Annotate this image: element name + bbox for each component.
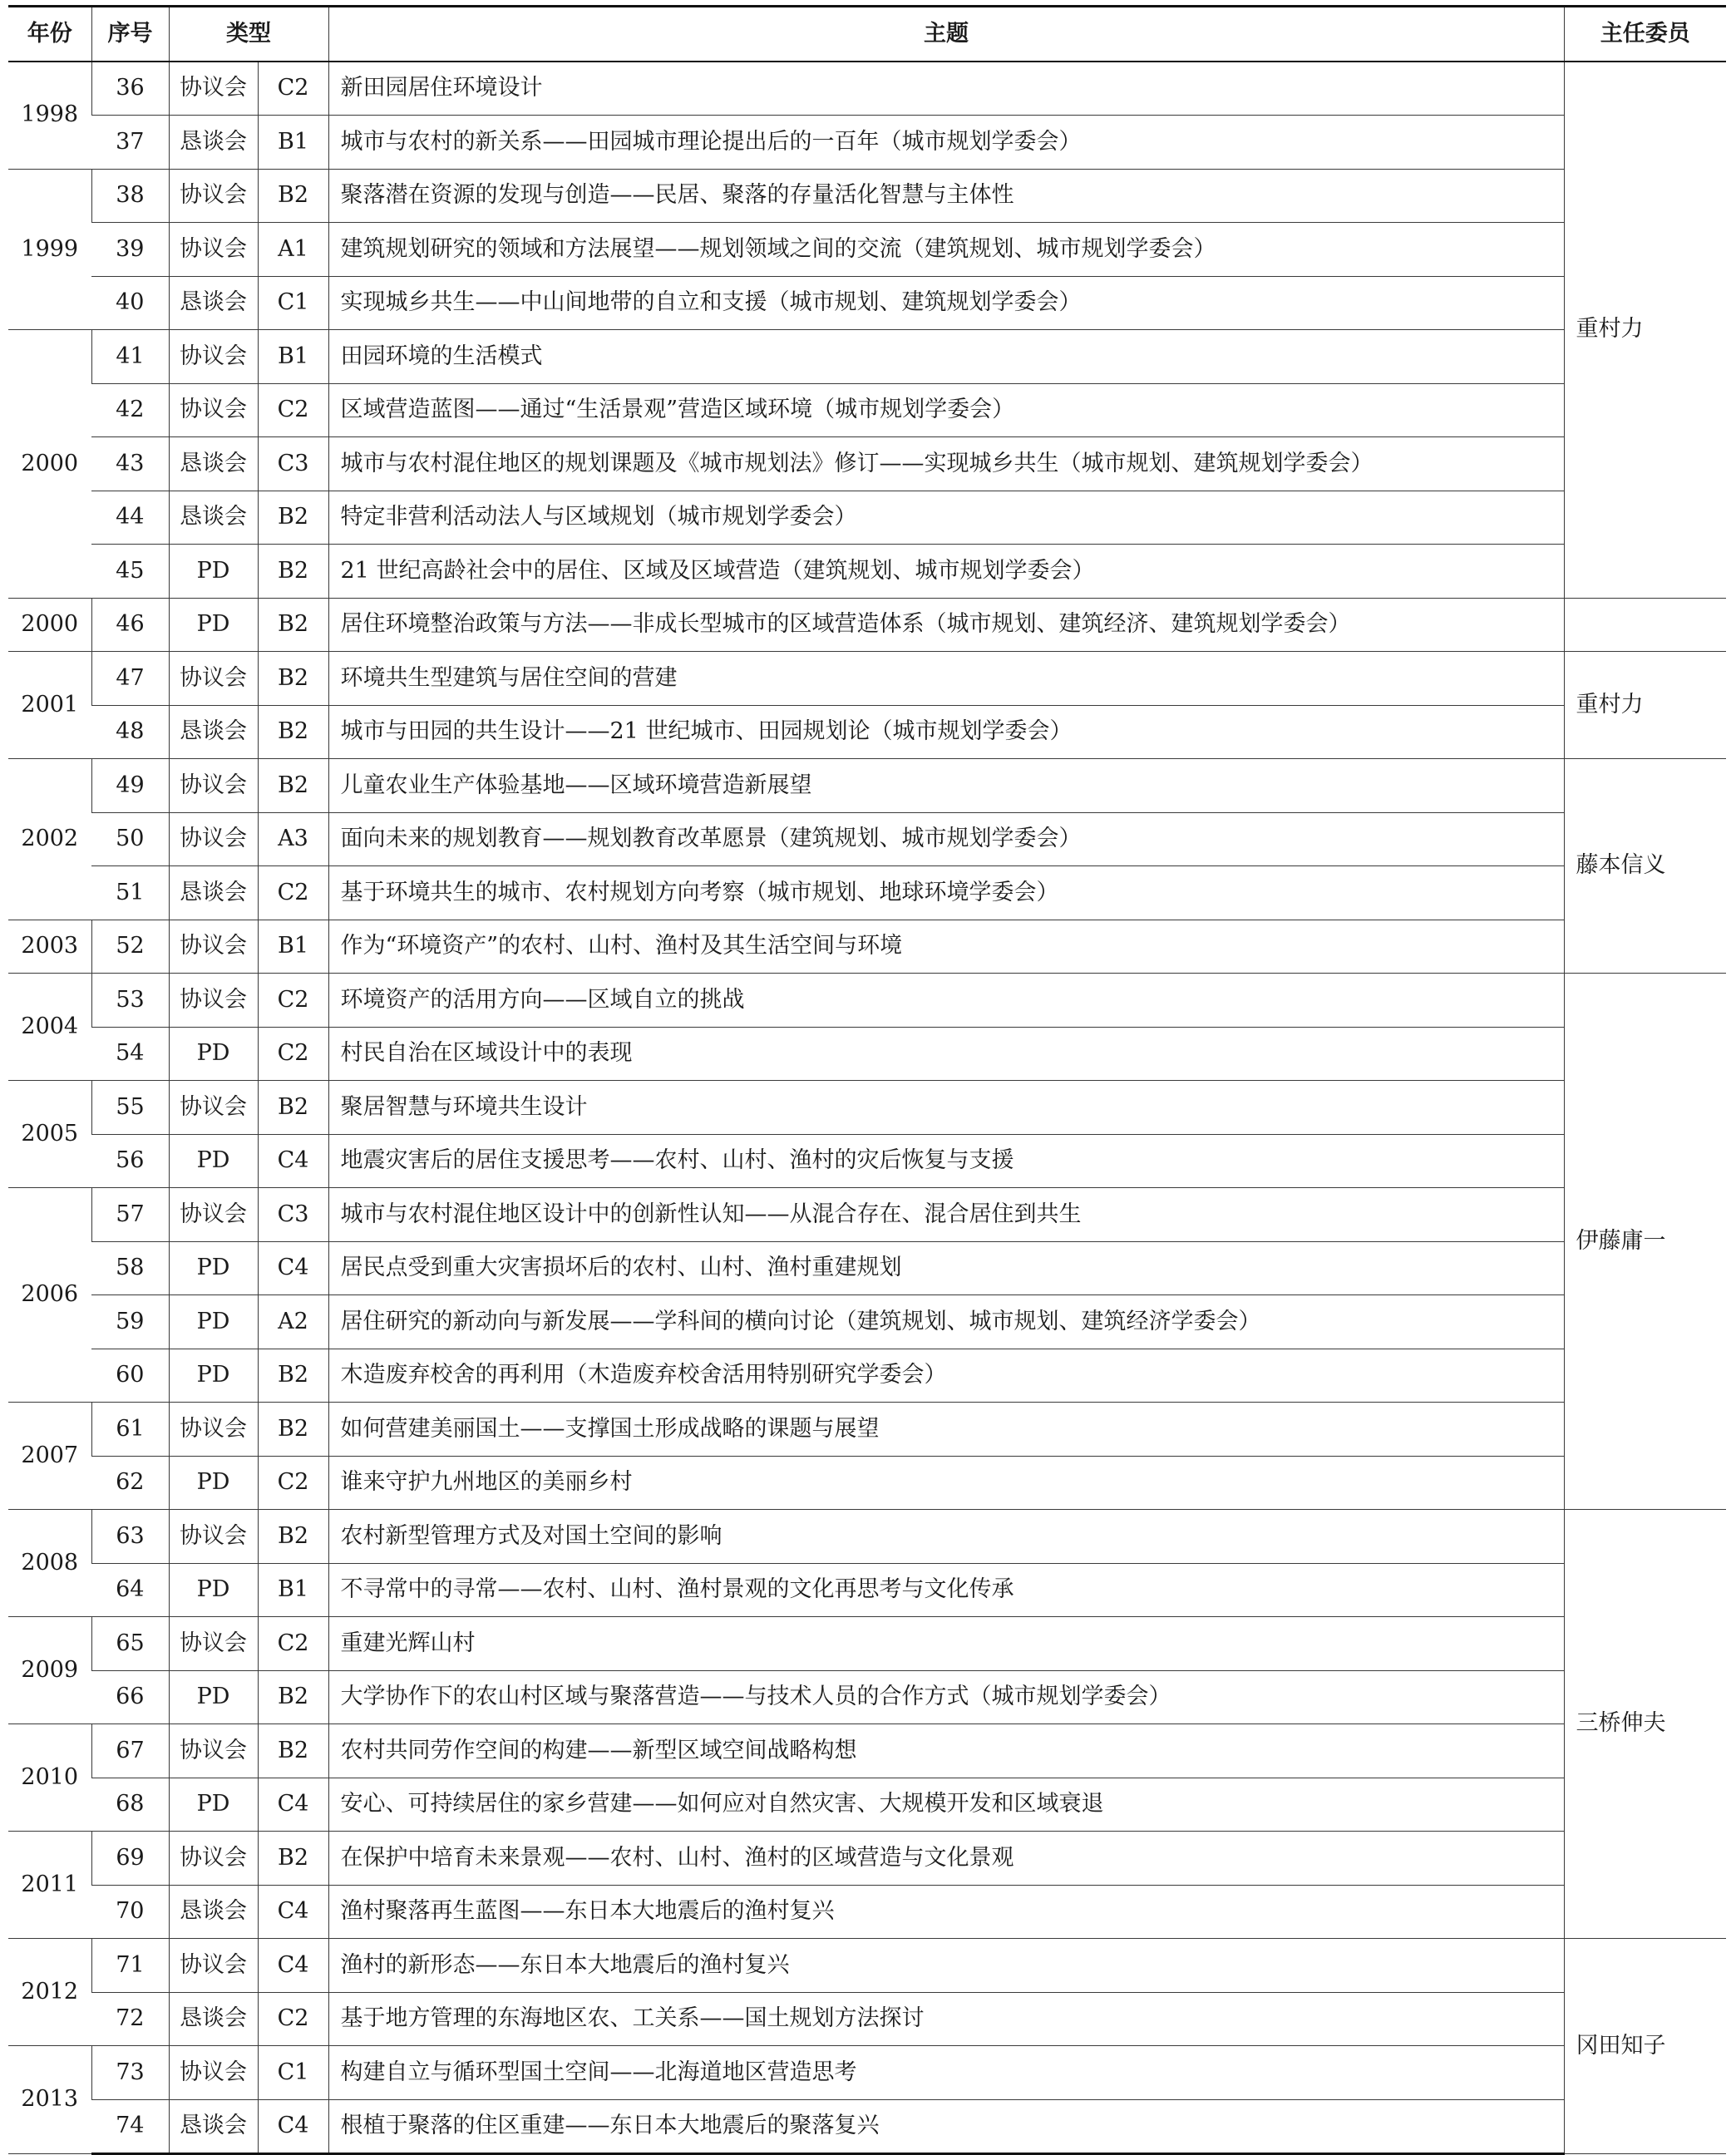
topic-cell: 地震灾害后的居住支援思考——农村、山村、渔村的灾后恢复与支援	[328, 1134, 1564, 1188]
number-cell: 57	[91, 1188, 169, 1242]
table-row	[8, 1027, 1726, 1081]
topic-cell: 不寻常中的寻常——农村、山村、渔村景观的文化再思考与文化传承	[328, 1563, 1564, 1617]
grade-cell: B2	[258, 169, 328, 223]
type-cell: 协议会	[169, 812, 258, 866]
year-cell: 2013	[8, 2046, 91, 2154]
grade-cell: B2	[258, 1081, 328, 1135]
table-body	[8, 62, 1726, 2154]
table-row	[8, 330, 1726, 384]
number-cell: 73	[91, 2046, 169, 2100]
topic-cell: 谁来守护九州地区的美丽乡村	[328, 1456, 1564, 1510]
chair-cell: 伊藤庸一	[1564, 974, 1726, 1510]
number-cell: 59	[91, 1295, 169, 1349]
chair-cell: 重村力	[1564, 652, 1726, 759]
grade-cell: B2	[258, 1510, 328, 1564]
year-cell: 2009	[8, 1617, 91, 1724]
type-cell: 协议会	[169, 1403, 258, 1457]
table-row	[8, 116, 1726, 170]
year-cell: 2000	[8, 598, 91, 652]
type-cell: 协议会	[169, 1510, 258, 1564]
grade-cell: C3	[258, 437, 328, 491]
type-cell: PD	[169, 1563, 258, 1617]
topic-cell: 聚居智慧与环境共生设计	[328, 1081, 1564, 1135]
topic-cell: 作为“环境资产”的农村、山村、渔村及其生活空间与环境	[328, 920, 1564, 974]
number-cell: 56	[91, 1134, 169, 1188]
header-row	[8, 7, 1726, 62]
type-cell: 协议会	[169, 920, 258, 974]
table-row	[8, 1134, 1726, 1188]
table-row	[8, 2099, 1726, 2154]
number-cell: 40	[91, 276, 169, 330]
topic-cell: 特定非营利活动法人与区域规划（城市规划学委会）	[328, 491, 1564, 545]
table-row	[8, 1403, 1726, 1457]
table-row	[8, 1241, 1726, 1295]
header-number: 序号	[91, 7, 169, 62]
number-cell: 38	[91, 169, 169, 223]
table-row	[8, 1510, 1726, 1564]
type-cell: 协议会	[169, 330, 258, 384]
year-cell: 2002	[8, 759, 91, 920]
table-row	[8, 1563, 1726, 1617]
symposium-table	[8, 5, 1726, 2155]
number-cell: 67	[91, 1724, 169, 1778]
grade-cell: C1	[258, 2046, 328, 2100]
topic-cell: 城市与农村的新关系——田园城市理论提出后的一百年（城市规划学委会）	[328, 116, 1564, 170]
grade-cell: C3	[258, 1188, 328, 1242]
table-row	[8, 1885, 1726, 1939]
type-cell: PD	[169, 1456, 258, 1510]
type-cell: PD	[169, 598, 258, 652]
topic-cell: 居民点受到重大灾害损坏后的农村、山村、渔村重建规划	[328, 1241, 1564, 1295]
table-row	[8, 1670, 1726, 1724]
header-type: 类型	[169, 7, 328, 62]
year-cell: 2000	[8, 330, 91, 599]
grade-cell: C4	[258, 1241, 328, 1295]
grade-cell: B2	[258, 545, 328, 599]
topic-cell: 木造废弃校舍的再利用（木造废弃校舍活用特别研究学委会）	[328, 1349, 1564, 1403]
topic-cell: 21 世纪高龄社会中的居住、区域及区域营造（建筑规划、城市规划学委会）	[328, 545, 1564, 599]
grade-cell: A2	[258, 1295, 328, 1349]
type-cell: PD	[169, 1295, 258, 1349]
table-row	[8, 1456, 1726, 1510]
type-cell: 协议会	[169, 1832, 258, 1886]
topic-cell: 基于地方管理的东海地区农、工关系——国土规划方法探讨	[328, 1992, 1564, 2046]
grade-cell: A3	[258, 812, 328, 866]
topic-cell: 城市与农村混住地区的规划课题及《城市规划法》修订——实现城乡共生（城市规划、建筑规划学委会）	[328, 437, 1564, 491]
grade-cell: C2	[258, 383, 328, 437]
grade-cell: C2	[258, 1027, 328, 1081]
table-row	[8, 705, 1726, 759]
type-cell: PD	[169, 1027, 258, 1081]
number-cell: 52	[91, 920, 169, 974]
table-row	[8, 437, 1726, 491]
year-cell: 2008	[8, 1510, 91, 1617]
table-row	[8, 1295, 1726, 1349]
topic-cell: 居住环境整治政策与方法——非成长型城市的区域营造体系（城市规划、建筑经济、建筑规划学委会）	[328, 598, 1564, 652]
header-chair: 主任委员	[1564, 7, 1726, 62]
grade-cell: C1	[258, 276, 328, 330]
number-cell: 58	[91, 1241, 169, 1295]
type-cell: 协议会	[169, 1617, 258, 1671]
number-cell: 70	[91, 1885, 169, 1939]
topic-cell: 重建光辉山村	[328, 1617, 1564, 1671]
grade-cell: A1	[258, 223, 328, 277]
topic-cell: 居住研究的新动向与新发展——学科间的横向讨论（建筑规划、城市规划、建筑经济学委会）	[328, 1295, 1564, 1349]
grade-cell: C4	[258, 2099, 328, 2154]
type-cell: 协议会	[169, 974, 258, 1028]
number-cell: 37	[91, 116, 169, 170]
topic-cell: 田园环境的生活模式	[328, 330, 1564, 384]
grade-cell: B2	[258, 491, 328, 545]
table-row	[8, 1992, 1726, 2046]
type-cell: 协议会	[169, 1188, 258, 1242]
table-row	[8, 1188, 1726, 1242]
table-row	[8, 652, 1726, 706]
number-cell: 53	[91, 974, 169, 1028]
topic-cell: 儿童农业生产体验基地——区域环境营造新展望	[328, 759, 1564, 813]
chair-cell: 三桥伸夫	[1564, 1510, 1726, 1939]
grade-cell: C2	[258, 1992, 328, 2046]
topic-cell: 面向未来的规划教育——规划教育改革愿景（建筑规划、城市规划学委会）	[328, 812, 1564, 866]
number-cell: 50	[91, 812, 169, 866]
type-cell: 协议会	[169, 652, 258, 706]
grade-cell: B2	[258, 1403, 328, 1457]
table-row	[8, 1617, 1726, 1671]
topic-cell: 建筑规划研究的领域和方法展望——规划领域之间的交流（建筑规划、城市规划学委会）	[328, 223, 1564, 277]
grade-cell: C4	[258, 1134, 328, 1188]
chair-cell: 重村力	[1564, 62, 1726, 599]
number-cell: 60	[91, 1349, 169, 1403]
grade-cell: B2	[258, 1724, 328, 1778]
number-cell: 41	[91, 330, 169, 384]
table-row	[8, 62, 1726, 116]
type-cell: 恳谈会	[169, 705, 258, 759]
grade-cell: B1	[258, 920, 328, 974]
table-row	[8, 1349, 1726, 1403]
topic-cell: 渔村的新形态——东日本大地震后的渔村复兴	[328, 1939, 1564, 1993]
grade-cell: B2	[258, 705, 328, 759]
grade-cell: C2	[258, 62, 328, 116]
topic-cell: 如何营建美丽国土——支撑国土形成战略的课题与展望	[328, 1403, 1564, 1457]
grade-cell: C4	[258, 1939, 328, 1993]
number-cell: 62	[91, 1456, 169, 1510]
number-cell: 54	[91, 1027, 169, 1081]
table-row	[8, 812, 1726, 866]
number-cell: 69	[91, 1832, 169, 1886]
topic-cell: 环境共生型建筑与居住空间的营建	[328, 652, 1564, 706]
number-cell: 39	[91, 223, 169, 277]
type-cell: 恳谈会	[169, 276, 258, 330]
type-cell: 协议会	[169, 223, 258, 277]
number-cell: 63	[91, 1510, 169, 1564]
year-cell: 1998	[8, 62, 91, 170]
type-cell: 恳谈会	[169, 1992, 258, 2046]
number-cell: 42	[91, 383, 169, 437]
grade-cell: B2	[258, 1670, 328, 1724]
topic-cell: 环境资产的活用方向——区域自立的挑战	[328, 974, 1564, 1028]
table-row	[8, 1081, 1726, 1135]
topic-cell: 根植于聚落的住区重建——东日本大地震后的聚落复兴	[328, 2099, 1564, 2154]
number-cell: 71	[91, 1939, 169, 1993]
year-cell: 1999	[8, 169, 91, 330]
number-cell: 48	[91, 705, 169, 759]
topic-cell: 村民自治在区域设计中的表现	[328, 1027, 1564, 1081]
type-cell: 恳谈会	[169, 1885, 258, 1939]
topic-cell: 新田园居住环境设计	[328, 62, 1564, 116]
topic-cell: 聚落潜在资源的发现与创造——民居、聚落的存量活化智慧与主体性	[328, 169, 1564, 223]
table-row	[8, 974, 1726, 1028]
number-cell: 61	[91, 1403, 169, 1457]
type-cell: 协议会	[169, 169, 258, 223]
grade-cell: B2	[258, 598, 328, 652]
grade-cell: C4	[258, 1778, 328, 1832]
topic-cell: 城市与农村混住地区设计中的创新性认知——从混合存在、混合居住到共生	[328, 1188, 1564, 1242]
type-cell: 协议会	[169, 383, 258, 437]
chair-cell	[1564, 598, 1726, 652]
number-cell: 44	[91, 491, 169, 545]
type-cell: 协议会	[169, 759, 258, 813]
grade-cell: B1	[258, 116, 328, 170]
grade-cell: B1	[258, 330, 328, 384]
type-cell: 协议会	[169, 1724, 258, 1778]
topic-cell: 农村共同劳作空间的构建——新型区域空间战略构想	[328, 1724, 1564, 1778]
topic-cell: 城市与田园的共生设计——21 世纪城市、田园规划论（城市规划学委会）	[328, 705, 1564, 759]
year-cell: 2012	[8, 1939, 91, 2046]
year-cell: 2006	[8, 1188, 91, 1403]
type-cell: PD	[169, 1778, 258, 1832]
table-row	[8, 920, 1726, 974]
number-cell: 47	[91, 652, 169, 706]
grade-cell: B2	[258, 652, 328, 706]
number-cell: 43	[91, 437, 169, 491]
table-row	[8, 1832, 1726, 1886]
table-row	[8, 1724, 1726, 1778]
type-cell: 恳谈会	[169, 116, 258, 170]
topic-cell: 农村新型管理方式及对国土空间的影响	[328, 1510, 1564, 1564]
type-cell: 协议会	[169, 1081, 258, 1135]
grade-cell: B2	[258, 1832, 328, 1886]
chair-cell: 冈田知子	[1564, 1939, 1726, 2154]
symposium-table-container	[8, 5, 1726, 2155]
table-row	[8, 759, 1726, 813]
number-cell: 66	[91, 1670, 169, 1724]
type-cell: 协议会	[169, 1939, 258, 1993]
number-cell: 55	[91, 1081, 169, 1135]
table-row	[8, 545, 1726, 599]
grade-cell: B2	[258, 759, 328, 813]
number-cell: 74	[91, 2099, 169, 2154]
topic-cell: 构建自立与循环型国土空间——北海道地区营造思考	[328, 2046, 1564, 2100]
topic-cell: 渔村聚落再生蓝图——东日本大地震后的渔村复兴	[328, 1885, 1564, 1939]
type-cell: 恳谈会	[169, 2099, 258, 2154]
year-cell: 2005	[8, 1081, 91, 1188]
year-cell: 2007	[8, 1403, 91, 1510]
year-cell: 2010	[8, 1724, 91, 1832]
number-cell: 64	[91, 1563, 169, 1617]
chair-cell: 藤本信义	[1564, 759, 1726, 974]
type-cell: PD	[169, 1670, 258, 1724]
table-row	[8, 276, 1726, 330]
type-cell: 协议会	[169, 62, 258, 116]
type-cell: PD	[169, 1134, 258, 1188]
type-cell: 恳谈会	[169, 491, 258, 545]
topic-cell: 大学协作下的农山村区域与聚落营造——与技术人员的合作方式（城市规划学委会）	[328, 1670, 1564, 1724]
header-topic: 主题	[328, 7, 1564, 62]
topic-cell: 在保护中培育未来景观——农村、山村、渔村的区域营造与文化景观	[328, 1832, 1564, 1886]
number-cell: 65	[91, 1617, 169, 1671]
number-cell: 49	[91, 759, 169, 813]
year-cell: 2001	[8, 652, 91, 759]
number-cell: 45	[91, 545, 169, 599]
year-cell: 2003	[8, 920, 91, 974]
grade-cell: B2	[258, 1349, 328, 1403]
grade-cell: C2	[258, 866, 328, 920]
type-cell: 协议会	[169, 2046, 258, 2100]
number-cell: 51	[91, 866, 169, 920]
topic-cell: 实现城乡共生——中山间地带的自立和支援（城市规划、建筑规划学委会）	[328, 276, 1564, 330]
header-year: 年份	[8, 7, 91, 62]
table-row	[8, 491, 1726, 545]
type-cell: 恳谈会	[169, 866, 258, 920]
topic-cell: 基于环境共生的城市、农村规划方向考察（城市规划、地球环境学委会）	[328, 866, 1564, 920]
number-cell: 68	[91, 1778, 169, 1832]
table-row	[8, 598, 1726, 652]
type-cell: 恳谈会	[169, 437, 258, 491]
year-cell: 2004	[8, 974, 91, 1081]
table-row	[8, 866, 1726, 920]
topic-cell: 区域营造蓝图——通过“生活景观”营造区域环境（城市规划学委会）	[328, 383, 1564, 437]
year-cell: 2011	[8, 1832, 91, 1939]
table-row	[8, 2046, 1726, 2100]
table-row	[8, 1778, 1726, 1832]
table-row	[8, 383, 1726, 437]
type-cell: PD	[169, 1241, 258, 1295]
grade-cell: B1	[258, 1563, 328, 1617]
number-cell: 72	[91, 1992, 169, 2046]
grade-cell: C2	[258, 1456, 328, 1510]
type-cell: PD	[169, 1349, 258, 1403]
topic-cell: 安心、可持续居住的家乡营建——如何应对自然灾害、大规模开发和区域衰退	[328, 1778, 1564, 1832]
number-cell: 36	[91, 62, 169, 116]
type-cell: PD	[169, 545, 258, 599]
grade-cell: C2	[258, 1617, 328, 1671]
table-row	[8, 223, 1726, 277]
number-cell: 46	[91, 598, 169, 652]
grade-cell: C4	[258, 1885, 328, 1939]
grade-cell: C2	[258, 974, 328, 1028]
table-row	[8, 169, 1726, 223]
table-row	[8, 1939, 1726, 1993]
